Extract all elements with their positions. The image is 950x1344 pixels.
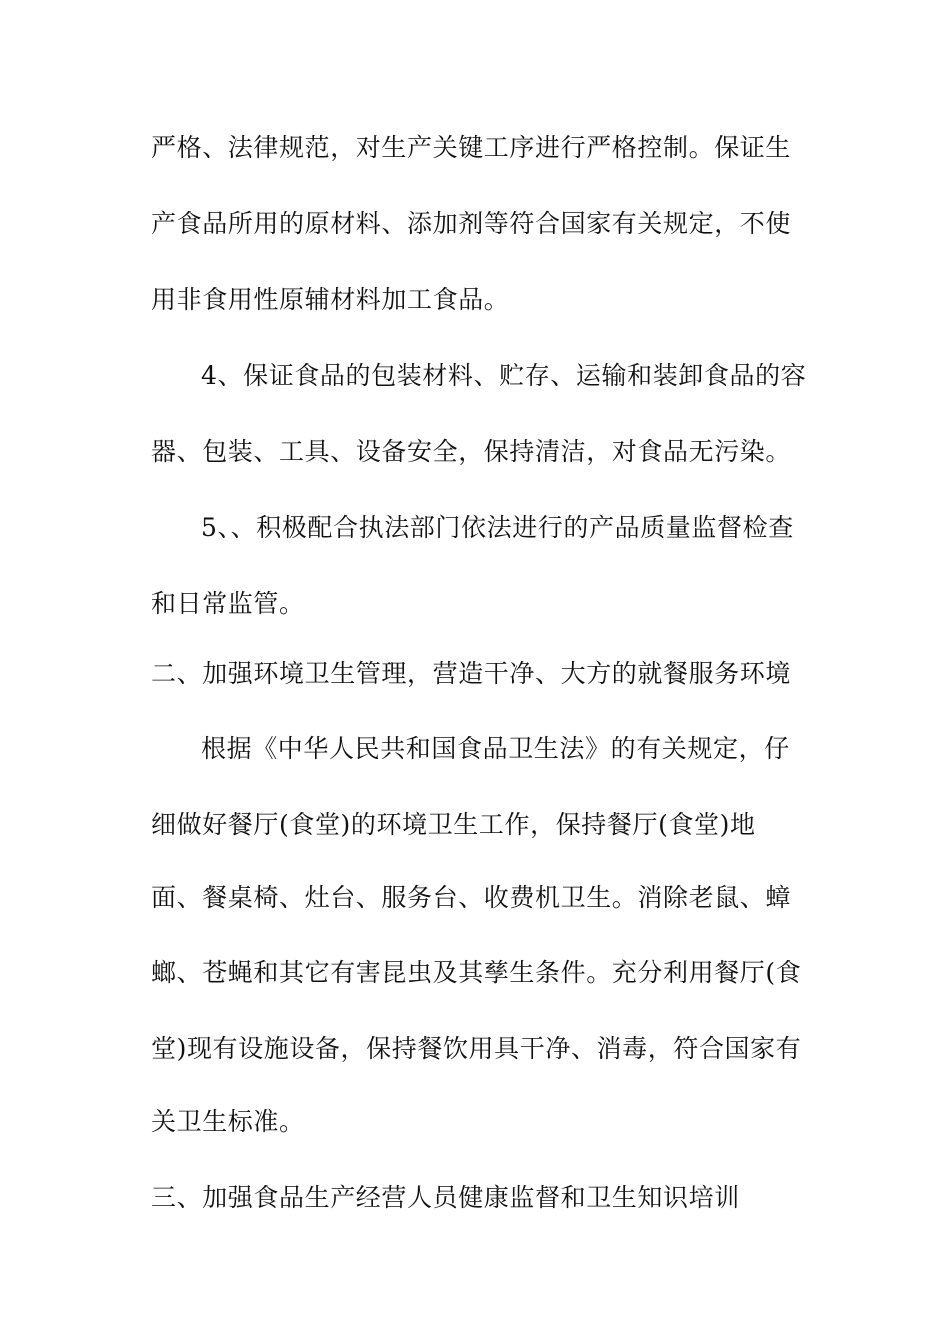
paragraph-line: 面、餐桌椅、灶台、服务台、收费机卫生。消除老鼠、蟑 <box>151 883 792 912</box>
paragraph-line: 根据《中华人民共和国食品卫生法》的有关规定，仔 <box>201 734 790 763</box>
paragraph-line: 关卫生标准。 <box>151 1107 305 1136</box>
paragraph-line: 5、、积极配合执法部门依法进行的产品质量监督检查 <box>201 513 794 542</box>
paragraph-line: 和日常监管。 <box>151 589 305 618</box>
paragraph-line: 堂)现有设施设备，保持餐饮用具干净、消毒，符合国家有 <box>151 1034 802 1063</box>
paragraph-line: 用非食用性原辅材料加工食品。 <box>151 285 510 314</box>
section-heading: 二、加强环境卫生管理，营造干净、大方的就餐服务环境 <box>151 659 792 688</box>
paragraph-line: 4、保证食品的包装材料、贮存、运输和装卸食品的容 <box>201 361 807 390</box>
paragraph-line: 产食品所用的原材料、添加剂等符合国家有关规定，不使 <box>151 209 792 238</box>
paragraph-line: 细做好餐厅(食堂)的环境卫生工作，保持餐厅(食堂)地 <box>151 810 756 839</box>
paragraph-line: 严格、法律规范，对生产关键工序进行严格控制。保证生 <box>151 133 792 162</box>
paragraph-line: 器、包装、工具、设备安全，保持清洁，对食品无污染。 <box>151 437 792 466</box>
paragraph-line: 螂、苍蝇和其它有害昆虫及其孳生条件。充分利用餐厅(食 <box>151 958 802 987</box>
section-heading: 三、加强食品生产经营人员健康监督和卫生知识培训 <box>151 1183 740 1212</box>
